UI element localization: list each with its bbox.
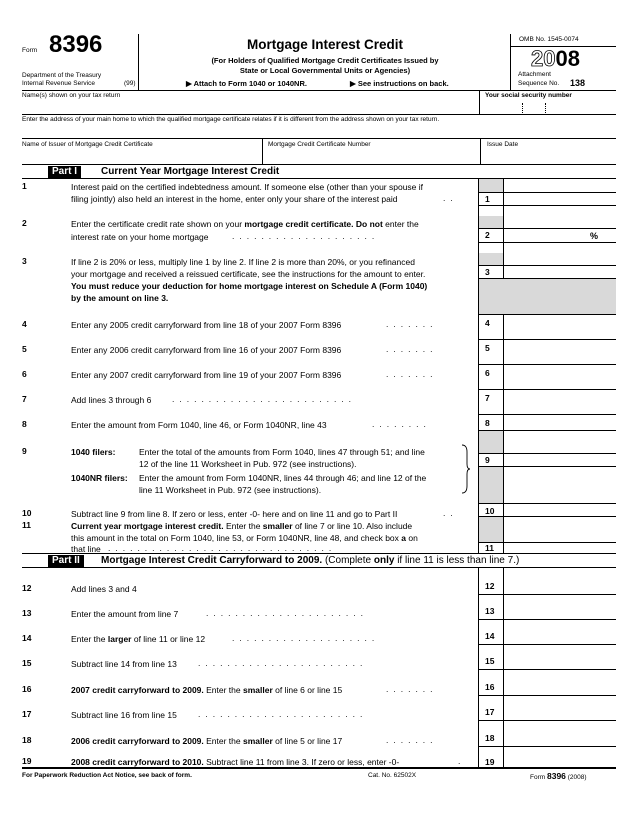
line8-box-number: 8	[485, 418, 490, 428]
footer-form-year: (2008)	[567, 774, 587, 781]
line18-amount-input[interactable]	[505, 732, 615, 744]
address-bottom-rule	[22, 138, 616, 139]
line12-text: Add lines 3 and 4	[71, 584, 137, 594]
header-divider-left	[138, 34, 139, 90]
line9-number: 9	[22, 446, 27, 456]
line19-box-number: 19	[485, 757, 495, 767]
line8-text: Enter the amount from Form 1040, line 46, or Form 1040NR, line 43	[71, 420, 327, 430]
form-number: 8396	[49, 31, 103, 58]
line7-box-number: 7	[485, 393, 490, 403]
line19-text-a1: 2008 credit carryforward to 2010.	[71, 757, 204, 767]
shade-line2	[479, 216, 503, 228]
line5-box-bottom	[478, 364, 616, 365]
part2-bottom-rule	[22, 567, 616, 568]
line10-amount-input[interactable]	[505, 505, 615, 516]
shade-line11	[479, 516, 503, 542]
shade-line9-bottom	[479, 466, 503, 503]
certificate-number-input[interactable]	[264, 150, 478, 162]
line9-amount-input[interactable]	[505, 454, 615, 466]
line18-box-bottom	[478, 746, 616, 747]
line7-leader-dots: .........................	[172, 394, 357, 404]
line2-percent: %	[590, 231, 599, 241]
line18-box-number: 18	[485, 733, 495, 743]
line9-brace-icon	[461, 444, 471, 494]
line1-box-number: 1	[485, 194, 490, 204]
line4-text: Enter any 2005 credit carryforward from line 18 of your 2007 Form 8396	[71, 320, 342, 330]
tax-year-bold: 08	[555, 46, 580, 71]
line11-text-a1: Current year mortgage interest credit.	[71, 521, 224, 531]
line1-amount-input[interactable]	[505, 193, 615, 205]
line9-1040-text-a: Enter the total of the amounts from Form 1040, lines 47 through 51; and line	[139, 447, 425, 457]
line14-amount-input[interactable]	[505, 630, 615, 642]
part1-label: Part I	[48, 166, 81, 178]
line19-text-a2: Subtract line 11 from line 3. If zero or less, enter -0-	[203, 757, 400, 767]
part2-title-rest-1: (Complete	[322, 555, 374, 566]
line16-text-a3: smaller	[242, 685, 273, 695]
line17-box-bottom	[478, 720, 616, 721]
line9-1040-label: 1040 filers:	[71, 447, 116, 457]
catalog-number: Cat. No. 62502X	[368, 772, 417, 779]
address-input[interactable]	[22, 125, 616, 137]
line13-number: 13	[22, 608, 32, 618]
line15-box-bottom	[478, 669, 616, 670]
line7-amount-input[interactable]	[505, 392, 615, 404]
line18-text-a4: of line 5 or line 17	[272, 736, 343, 746]
certificate-number-label: Mortgage Credit Certificate Number	[268, 141, 371, 148]
line15-box-number: 15	[485, 656, 495, 666]
line2-text-a1: Enter the certificate credit rate shown on your	[71, 219, 245, 229]
line9-1040-text-b: 12 of the line 11 Worksheet in Pub. 972 (see instructions).	[139, 459, 357, 469]
form-subtitle-2: State or Local Governmental Units or Agencies)	[239, 66, 411, 75]
line2-number: 2	[22, 218, 27, 228]
line17-text: Subtract line 16 from line 15	[71, 710, 177, 720]
header-divider-right	[510, 34, 511, 90]
line16-box-number: 16	[485, 682, 495, 692]
line16-text	[71, 684, 342, 696]
line7-box-bottom	[478, 414, 616, 415]
line18-text-a3: smaller	[242, 736, 273, 746]
line12-box-bottom	[478, 594, 616, 595]
ssn-separator-1	[522, 103, 523, 113]
line2-box-bottom	[478, 242, 616, 243]
line1-number: 1	[22, 181, 27, 191]
irs-label: Internal Revenue Service	[22, 80, 95, 87]
line14-text-a1: Enter the	[71, 634, 108, 644]
line3-amount-input[interactable]	[505, 266, 615, 278]
issue-date-divider	[480, 138, 481, 164]
footer-form-number: 8396	[546, 771, 566, 781]
part2-top-rule	[22, 553, 616, 554]
line15-number: 15	[22, 658, 32, 668]
ssn-input[interactable]	[482, 100, 616, 113]
line13-leader-dots: ......................	[206, 608, 368, 618]
line19-leader-dots: .	[458, 756, 466, 766]
form-subtitle-1: (For Holders of Qualified Mortgage Credit Certificates Issued by	[211, 56, 439, 65]
line14-text	[71, 633, 205, 645]
line6-amount-input[interactable]	[505, 367, 615, 379]
line14-leader-dots: ....................	[232, 633, 380, 643]
line11-text-a2: Enter the	[223, 521, 263, 531]
line8-amount-input[interactable]	[505, 417, 615, 429]
part2-title-only: only	[373, 555, 395, 566]
address-label: Enter the address of your main home to which the qualified mortgage certificate relates if it is different from the address shown on your tax return.	[22, 116, 440, 123]
line2-text-a3: Do not	[353, 219, 383, 229]
line10-box-top	[478, 503, 616, 504]
line9-box-bottom	[478, 466, 616, 467]
tax-year-outline: 20	[531, 46, 556, 71]
line6-leader-dots: .......	[386, 369, 438, 379]
line18-text-a2: Enter the	[203, 736, 243, 746]
part1-bottom-rule	[22, 178, 616, 179]
line3-text-b: your mortgage and received a reissued certificate, see the instructions for the amount to enter.	[71, 269, 426, 279]
line17-leader-dots: .......................	[198, 709, 368, 719]
line14-text-a3: of line 11 or line 12	[131, 634, 206, 644]
form-word: Form	[22, 47, 38, 54]
line3-text-a: If line 2 is 20% or less, multiply line 1 by line 2. If line 2 is more than 20%, or you refinanced	[71, 257, 415, 267]
line3-number: 3	[22, 256, 27, 266]
line3-box-bottom	[478, 278, 616, 279]
line18-leader-dots: .......	[386, 735, 438, 745]
footer-top-rule	[22, 767, 616, 769]
line11-text-b1: this amount in the total on Form 1040, line 53, or Form 1040NR, line 48, and check box	[71, 533, 402, 543]
department: Department of the Treasury	[22, 72, 102, 79]
line14-number: 14	[22, 633, 32, 643]
line16-text-a4: of line 6 or line 15	[272, 685, 343, 695]
ssn-separator-2	[545, 103, 546, 113]
line1-leader-dots: ..	[443, 193, 458, 203]
line14-text-a2: larger	[107, 634, 132, 644]
line4-amount-input[interactable]	[505, 317, 615, 329]
omb-number: OMB No. 1545-0074	[519, 36, 579, 43]
line13-box-number: 13	[485, 606, 495, 616]
line17-number: 17	[22, 709, 32, 719]
line11-leader-dots: ...............................	[108, 543, 337, 553]
line5-box-number: 5	[485, 343, 490, 353]
footer-form-word: Form	[530, 774, 546, 781]
name-bottom-rule	[22, 114, 616, 115]
line13-text: Enter the amount from line 7	[71, 609, 179, 619]
line16-leader-dots: .......	[386, 684, 438, 694]
name-input[interactable]	[22, 100, 479, 113]
part2-title-bold: Mortgage Interest Credit Carryforward to 2009.	[101, 555, 323, 566]
ssn-label: Your social security number	[485, 92, 572, 99]
line15-text: Subtract line 14 from line 13	[71, 659, 177, 669]
line2-text-b: interest rate on your home mortgage	[71, 232, 209, 242]
issuer-divider	[262, 138, 263, 164]
line11-amount-input[interactable]	[505, 543, 615, 553]
line2-text-a4: enter the	[382, 219, 419, 229]
paperwork-notice: For Paperwork Reduction Act Notice, see back of form.	[22, 772, 192, 779]
header-bottom-rule	[22, 90, 616, 91]
line9-box-number: 9	[485, 455, 490, 465]
line8-leader-dots: ........	[372, 419, 431, 429]
line10-box-number: 10	[485, 506, 495, 516]
form-title: Mortgage Interest Credit	[246, 37, 404, 52]
line13-amount-input[interactable]	[505, 605, 615, 617]
shade-line3-top	[479, 253, 503, 265]
shade-line1	[479, 179, 503, 192]
line2-box-number: 2	[485, 230, 490, 240]
issue-date-label: Issue Date	[487, 141, 519, 148]
sequence-number: 138	[570, 78, 586, 88]
line5-leader-dots: .......	[386, 344, 438, 354]
line6-box-bottom	[478, 389, 616, 390]
line19-amount-input[interactable]	[505, 754, 615, 766]
line11-number: 11	[22, 520, 31, 530]
line6-text: Enter any 2007 credit carryforward from line 19 of your 2007 Form 8396	[71, 370, 342, 380]
part2-title	[101, 555, 519, 567]
line16-box-bottom	[478, 695, 616, 696]
line12-number: 12	[22, 583, 32, 593]
part2-title-rest-2: if line 11 is less than line 7.)	[394, 555, 520, 566]
issuer-input[interactable]	[22, 150, 260, 162]
attach-instruction: ▶ Attach to Form 1040 or 1040NR.	[186, 79, 307, 88]
line11-text-b3: on	[406, 533, 418, 543]
line11-text-a3: smaller	[262, 521, 293, 531]
part1-title: Current Year Mortgage Interest Credit	[101, 166, 280, 177]
line3-box-number: 3	[485, 267, 490, 277]
line3-text-c: You must reduce your deduction for home mortgage interest on Schedule A (Form 1040)	[71, 281, 428, 291]
issuer-label: Name of Issuer of Mortgage Credit Certificate	[22, 141, 153, 148]
line5-text: Enter any 2006 credit carryforward from line 16 of your 2007 Form 8396	[71, 345, 342, 355]
line19-number: 19	[22, 756, 32, 766]
line4-leader-dots: .......	[386, 319, 438, 329]
line2-leader-dots: ....................	[232, 231, 380, 241]
line18-text	[71, 735, 342, 747]
line4-box-number: 4	[485, 318, 490, 328]
attachment-label: Attachment	[518, 71, 551, 78]
line1-box-bottom	[478, 205, 616, 206]
see-instructions: ▶ See instructions on back.	[350, 79, 449, 88]
line16-text-a2: Enter the	[203, 685, 243, 695]
line16-amount-input[interactable]	[505, 681, 615, 693]
ssn-divider	[479, 90, 480, 114]
line17-box-number: 17	[485, 707, 495, 717]
line5-amount-input[interactable]	[505, 342, 615, 354]
line5-number: 5	[22, 344, 27, 354]
line11-box-number: 11	[485, 543, 494, 553]
line11-text-c: that line	[71, 544, 101, 554]
footer-form-id	[530, 772, 587, 782]
tax-year	[531, 47, 580, 71]
line11-text-a4: of line 7 or line 10. Also include	[292, 521, 413, 531]
line4-box-top	[478, 314, 616, 315]
line15-amount-input[interactable]	[505, 655, 615, 667]
line11-text-b2: a	[401, 533, 406, 543]
line14-box-number: 14	[485, 631, 495, 641]
line7-text: Add lines 3 through 6	[71, 395, 152, 405]
line4-number: 4	[22, 319, 27, 329]
line6-box-number: 6	[485, 368, 490, 378]
line8-box-bottom	[478, 430, 616, 431]
line17-amount-input[interactable]	[505, 706, 615, 718]
part1-top-rule	[22, 164, 616, 165]
irs-code: (99)	[124, 80, 136, 87]
name-label: Name(s) shown on your tax return	[22, 92, 121, 99]
line8-number: 8	[22, 419, 27, 429]
line18-number: 18	[22, 735, 32, 745]
line10-box-bottom	[478, 516, 616, 517]
line12-amount-input[interactable]	[505, 580, 615, 592]
line16-number: 16	[22, 684, 32, 694]
line2-text-a2: mortgage credit certificate.	[244, 219, 354, 229]
line1-text-a: Interest paid on the certified indebtedness amount. If someone else (other than your spouse if	[71, 182, 424, 192]
part2-label: Part II	[48, 555, 84, 567]
line15-leader-dots: .......................	[198, 658, 368, 668]
line1-text-b: filing jointly) also held an interest in the home, enter only your share of the interest paid	[71, 194, 398, 204]
line14-box-bottom	[478, 644, 616, 645]
line9-1040nr-text-b: line 11 Worksheet in Pub. 972 (see instructions).	[139, 485, 322, 495]
line10-number: 10	[22, 508, 32, 518]
shade-line9-top	[479, 430, 503, 453]
line2-text-a	[71, 218, 419, 230]
line7-number: 7	[22, 394, 27, 404]
line9-1040nr-text-a: Enter the amount from Form 1040NR, lines 44 through 46; and line 12 of the	[139, 473, 427, 483]
line13-box-bottom	[478, 619, 616, 620]
line12-box-number: 12	[485, 581, 495, 591]
line6-number: 6	[22, 369, 27, 379]
box-column-left-part2	[478, 567, 479, 767]
issue-date-input[interactable]	[482, 150, 616, 162]
line4-box-bottom	[478, 339, 616, 340]
line11-text-a	[71, 520, 412, 532]
shade-line3-bottom	[479, 278, 616, 314]
line9-1040nr-label: 1040NR filers:	[71, 473, 128, 483]
line18-text-a1: 2006 credit carryforward to 2009.	[71, 736, 204, 746]
line16-text-a1: 2007 credit carryforward to 2009.	[71, 685, 204, 695]
line3-text-d: by the amount on line 3.	[71, 293, 169, 303]
sequence-label: Sequence No.	[518, 80, 560, 87]
line10-text: Subtract line 9 from line 8. If zero or less, enter -0- here and on line 11 and go to Part II	[71, 509, 398, 519]
line10-leader-dots: ..	[443, 508, 458, 518]
